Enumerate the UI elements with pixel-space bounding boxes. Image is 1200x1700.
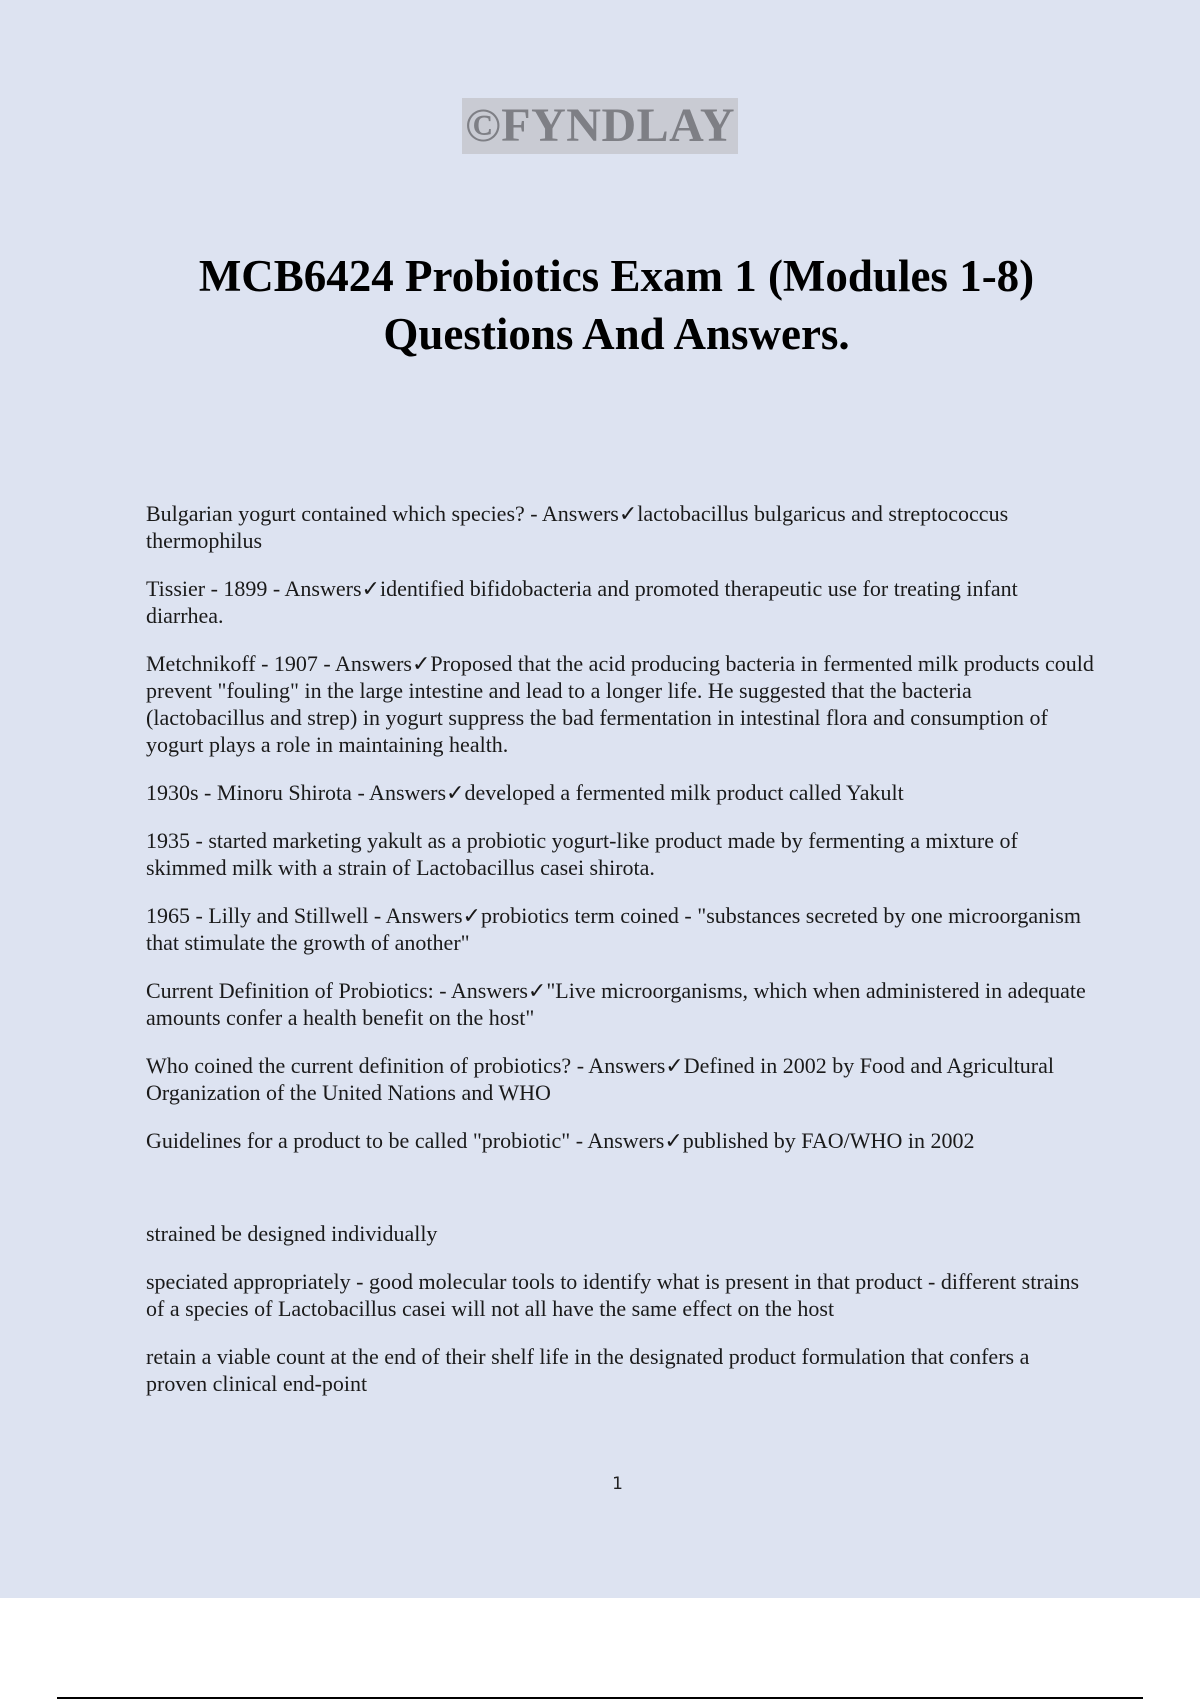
- page-number: 1: [612, 1474, 623, 1494]
- qa-list: [146, 500, 1094, 1418]
- guideline-item: retain a viable count at the end of their shelf life in the designated product formulation that confers a proven clinical end-point: [146, 1344, 1030, 1396]
- footer-divider: [57, 1697, 1143, 1699]
- qa-item: Who coined the current definition of probiotics? - Answers✓Defined in 2002 by Food and Agricultural Organization of the United Nations and WHO: [146, 1053, 1055, 1105]
- guideline-item: strained be designed individually: [146, 1221, 438, 1246]
- watermark-text: ©FYNDLAY: [462, 98, 738, 154]
- guideline-item: speciated appropriately - good molecular tools to identify what is present in that product - different strains of a species of Lactobacillus casei will not all have the same effect on the host: [146, 1269, 1080, 1321]
- qa-item: Metchnikoff - 1907 - Answers✓Proposed that the acid producing bacteria in fermented milk products could prevent "fouling" in the large intestine and lead to a longer life. He suggested that the bacteria (lactobacillus and strep) in yogurt suppress the bad fermentation in intestinal flora and consumption of yogurt plays a role in maintaining health.: [146, 651, 1094, 757]
- qa-item: 1930s - Minoru Shirota - Answers✓developed a fermented milk product called Yakult: [146, 780, 904, 805]
- qa-item: Guidelines for a product to be called "probiotic" - Answers✓published by FAO/WHO in 2002: [146, 1128, 975, 1153]
- qa-item: Bulgarian yogurt contained which species? - Answers✓lactobacillus bulgaricus and streptococcus thermophilus: [146, 501, 1009, 553]
- qa-item: 1935 - started marketing yakult as a probiotic yogurt-like product made by fermenting a mixture of skimmed milk with a strain of Lactobacillus casei shirota.: [146, 828, 1018, 880]
- section-spacer: [146, 1175, 1094, 1220]
- watermark: [0, 98, 1200, 154]
- document-title: MCB6424 Probiotics Exam 1 (Modules 1-8) Questions And Answers.: [198, 251, 1035, 359]
- qa-item: Tissier - 1899 - Answers✓identified bifidobacteria and promoted therapeutic use for treating infant diarrhea.: [146, 576, 1018, 628]
- qa-item: Current Definition of Probiotics: - Answers✓"Live microorganisms, which when administered in adequate amounts confer a health benefit on the host": [146, 978, 1086, 1030]
- qa-item: 1965 - Lilly and Stillwell - Answers✓probiotics term coined - "substances secreted by one microorganism that stimulate the growth of another": [146, 903, 1081, 955]
